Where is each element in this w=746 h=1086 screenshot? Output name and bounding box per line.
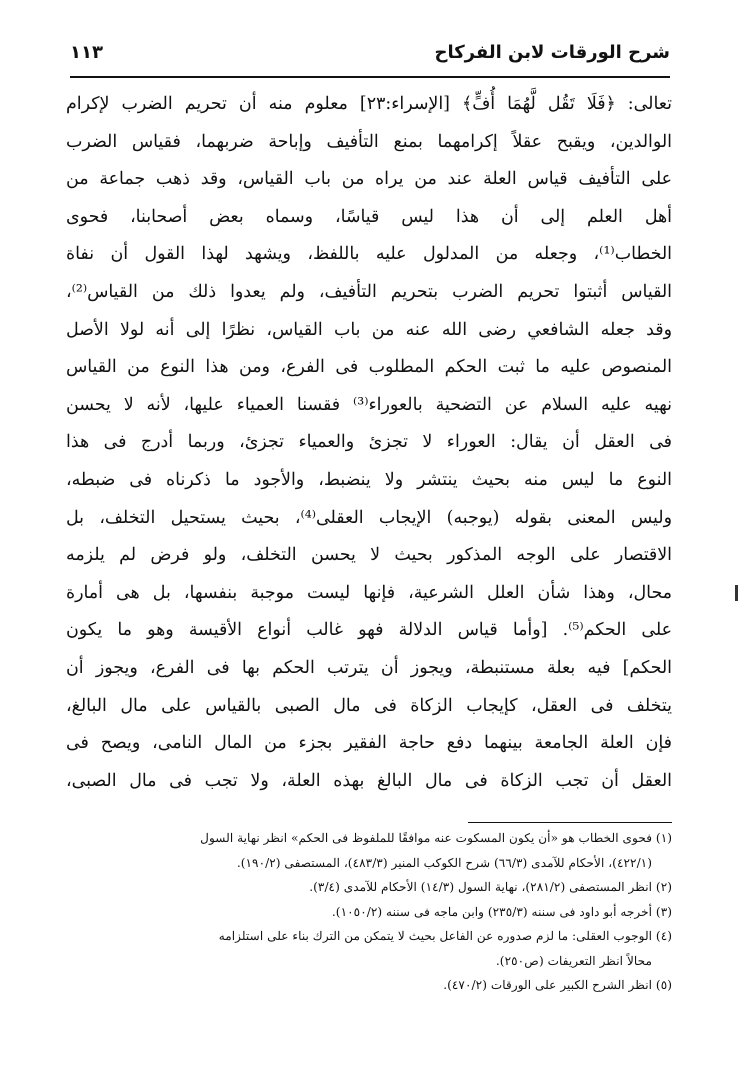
running-header [70, 38, 670, 74]
body-line-19: العقل أن تجب الزكاة فى مال البالغ بهذه العلة، ولا تجب فى مال الصبى، [66, 770, 672, 791]
body-text [66, 86, 672, 800]
footnote-rule [468, 822, 672, 823]
margin-mark [735, 585, 738, 601]
body-line-4: أهل العلم إلى أن هذا ليس قياسًا، وسماه بعض أصحابنا، فحوى [66, 206, 672, 227]
body-line-11: النوع ما ليس منه بحيث ينتشر ولا ينضبط، والأجود ما ذكرناه فى ضبطه، [66, 469, 672, 490]
body-line-3: على التأفيف قياس العلة عند من يراه من باب القياس، وقد ذهب جماعة من [66, 169, 672, 190]
body-line-18: فإن العلة الجامعة بينهما دفع حاجة الفقير بجزء من المال النامى، ويصح فى [66, 733, 672, 754]
footnote-5: (٥) انظر الشرح الكبير على الورقات (٤٧٠/٢). [443, 978, 672, 992]
body-line-2: الوالدين، ويقبح عقلاً إكرامهما بمنع التأفيف وإباحة ضربهما، فقياس الضرب [66, 131, 672, 152]
body-line-12: وليس المعنى بقوله (يوجبه) الإيجاب العقلى⁽⁴⁾، بحيث يستحيل التخلف، بل [66, 507, 672, 528]
footnote-2: (٢) انظر المستصفى (٢٨١/٢)، نهاية السول (١٤/٣) الأحكام للآمدى (٣/٤). [309, 880, 672, 894]
body-line-6: القياس أثبتوا تحريم الضرب بتحريم التأفيف، ولم يعدوا ذلك من القياس⁽²⁾، [66, 281, 672, 302]
book-title: شرح الورقات لابن الفركاح [434, 42, 670, 63]
footnotes [66, 826, 672, 998]
body-line-7: وقد جعله الشافعي رضى الله عنه من باب القياس، نظرًا إلى أنه لولا الأصل [66, 319, 672, 340]
footnote-4-line-2: محالاً انظر التعريفات (ص٢٥٠). [495, 953, 652, 968]
body-line-17: يتخلف فى العقل، كإيجاب الزكاة فى مال الصبى بالقياس على مال البالغ، [66, 695, 672, 716]
footnote-1-line-2: (٤٢٢/١)، الأحكام للآمدى (٦٦/٣) شرح الكوكب المنير (٤٨٣/٣)، المستصفى (١٩٠/٢). [236, 855, 652, 870]
body-line-13: الاقتصار على الوجه المذكور بحيث لا يحسن التخلف، ولو فرض لم يلزمه [66, 545, 672, 566]
body-line-16: الحكم] فيه بعلة مستنبطة، ويجوز أن يترتب الحكم بها فى الفرع، ويجوز أن [66, 657, 672, 678]
body-line-9: نهيه عليه السلام عن التضحية بالعوراء⁽³⁾ فقسنا العمياء عليها، لأنه لا يحسن [66, 394, 672, 415]
body-line-15: على الحكم⁽⁵⁾. [وأما قياس الدلالة فهو غالب أنواع الأقيسة وهو ما يكون [66, 620, 672, 641]
body-line-1: تعالى: ﴿فَلَا تَقُل لَّهُمَا أُفٍّ﴾ [الإسراء:٢٣] معلوم منه أن تحريم الضرب لإكرام [66, 94, 672, 114]
body-line-14: محال، وهذا شأن العلل الشرعية، فإنها ليست موجبة بنفسها، بل هى أمارة [66, 582, 672, 603]
footnote-3: (٣) أخرجه أبو داود فى سننه (٢٣٥/٣) وابن ماجه فى سننه (١٠٥٠/٢). [331, 904, 672, 919]
page-number: ١١٣ [70, 42, 103, 63]
body-line-5: الخطاب⁽¹⁾، وجعله من المدلول عليه باللفظ، ويشهد لهذا القول أن نفاة [66, 244, 672, 265]
footnote-4-line-1: (٤) الوجوب العقلى: ما لزم صدوره عن الفاعل بحيث لا يتمكن من الترك بناء على استلزامه [218, 929, 672, 943]
body-line-8: المنصوص عليه ما ثبت الحكم المطلوب فى الفرع، ومن هذا النوع من القياس [66, 357, 672, 378]
footnote-1-line-1: (١) فحوى الخطاب هو «أن يكون المسكوت عنه موافقًا للملفوظ فى الحكم» انظر نهاية السول [200, 831, 672, 845]
body-line-10: فى العقل أن يقال: العوراء لا تجزئ والعمياء تجزئ، وربما أدرج فى هذا [66, 432, 672, 453]
header-rule [70, 76, 670, 78]
